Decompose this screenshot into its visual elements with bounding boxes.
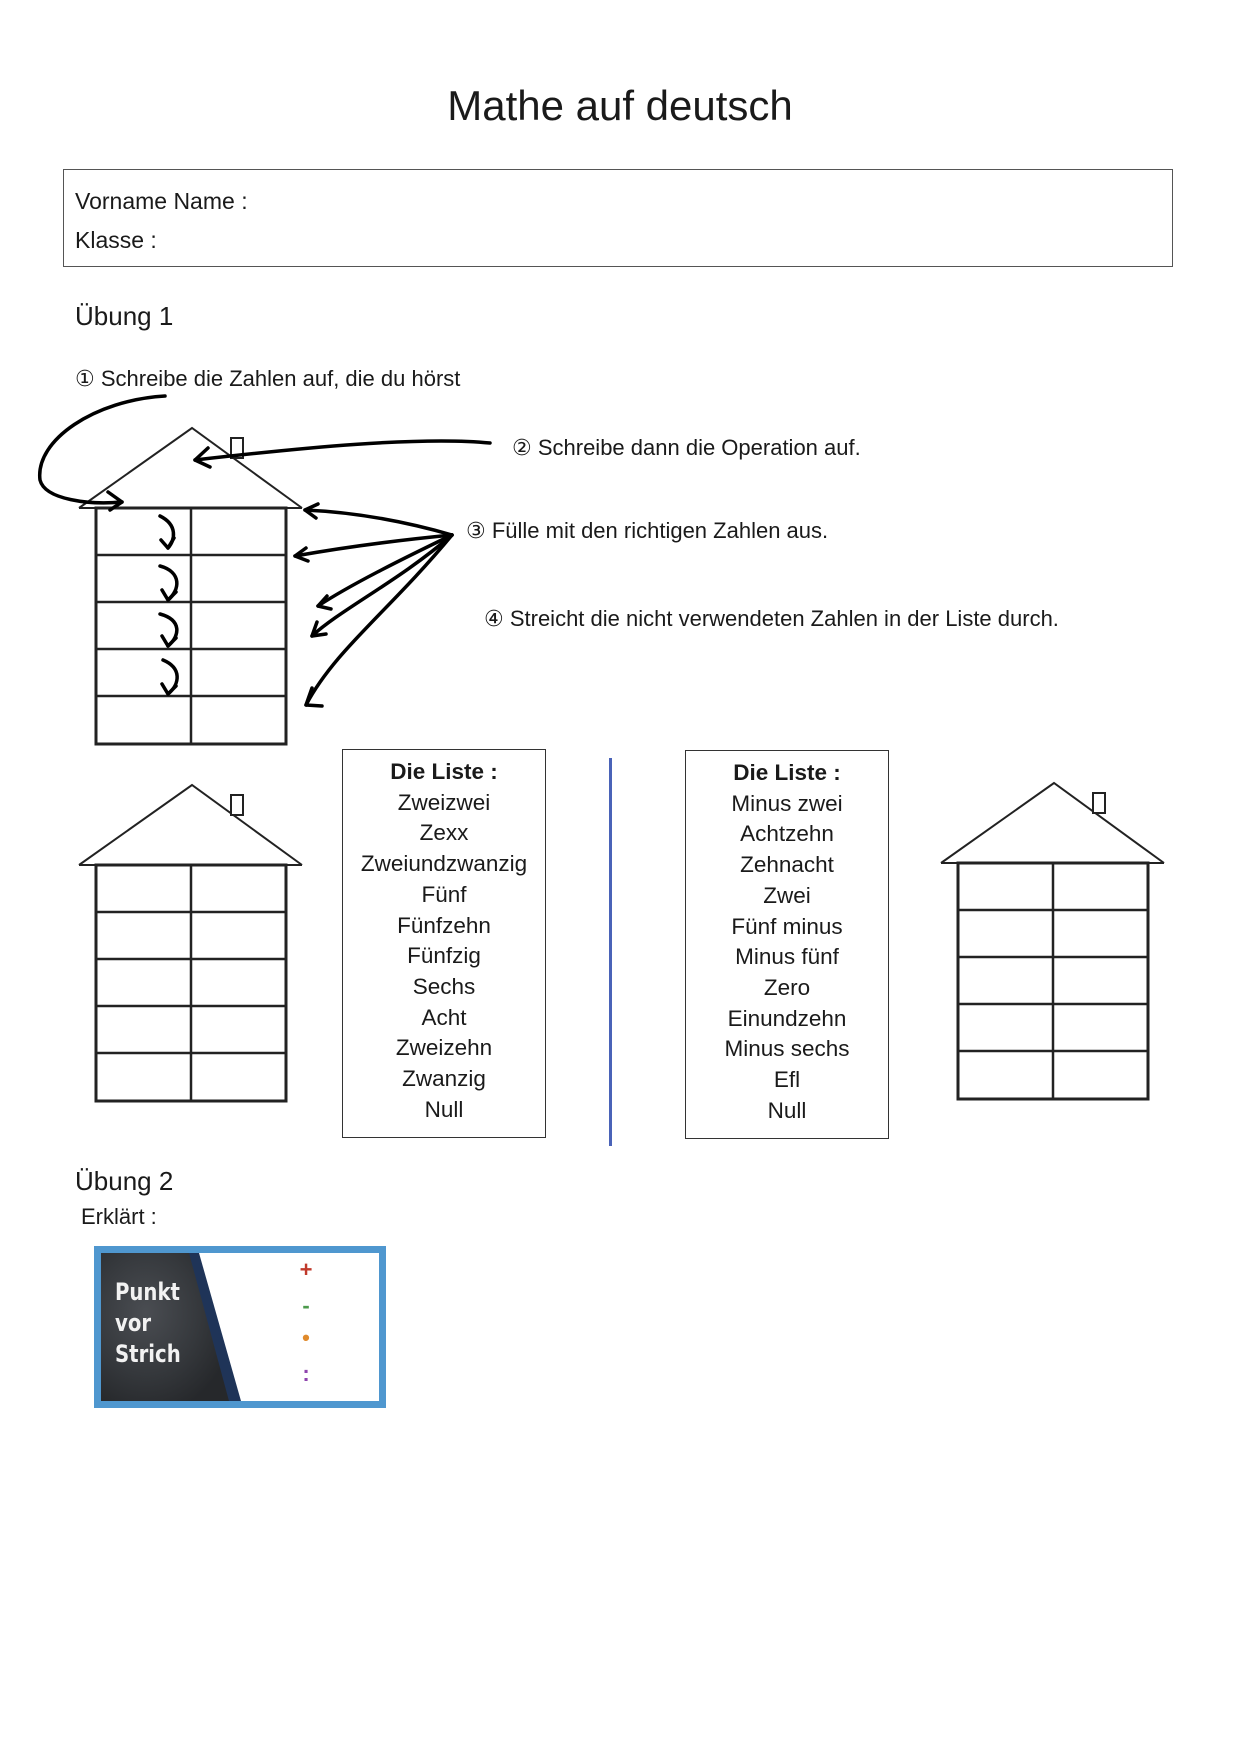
house-left (79, 785, 302, 1101)
plus-operator: + (299, 1257, 313, 1282)
page-title: Mathe auf deutsch (447, 82, 793, 129)
step-4-text: ④ Streicht die nicht verwendeten Zahlen in der Liste durch. (484, 606, 1059, 631)
list-item: Fünf minus (731, 913, 843, 939)
list-item: Zweizehn (395, 1035, 493, 1061)
step-2-text: ② Schreibe dann die Operation auf. (512, 435, 861, 460)
list-item: Zero (763, 974, 811, 1000)
list-item: Efl (773, 1067, 801, 1093)
list-item: Einundzehn (727, 1005, 847, 1031)
list-item: Fünf (421, 881, 467, 907)
name-label: Vorname Name : (75, 188, 248, 214)
list-title: Die Liste : (390, 759, 498, 784)
list-item: Minus zwei (731, 790, 843, 816)
list-item: Zwei (763, 882, 811, 908)
list-item: Sechs (412, 973, 476, 999)
list-item: Minus sechs (724, 1036, 850, 1062)
exercise-1-heading: Übung 1 (75, 301, 174, 331)
example-house (79, 428, 302, 744)
exercise-2-heading: Übung 2 (75, 1166, 174, 1196)
list-title: Die Liste : (733, 760, 841, 785)
list-item: Zehnacht (740, 852, 834, 878)
column-divider (609, 758, 612, 1146)
list-item: Fünfzehn (397, 912, 491, 938)
image-text-line: Punkt (115, 1278, 180, 1306)
minus-operator: - (302, 1293, 310, 1318)
step-1-text: ① Schreibe die Zahlen auf, die du hörst (75, 366, 461, 391)
word-list-right (685, 750, 889, 1139)
divide-operator: : (302, 1361, 310, 1386)
list-item: Zweiundzwanzig (360, 851, 528, 877)
list-item: Zweizwei (397, 789, 491, 815)
punkt-vor-strich-text (115, 1277, 181, 1370)
punkt-vor-strich-image (94, 1246, 386, 1408)
list-item: Zwanzig (402, 1066, 486, 1092)
instruction-arrows (40, 396, 490, 706)
word-list-left (342, 749, 546, 1138)
multiply-operator: • (302, 1325, 310, 1350)
image-text-line: Strich (115, 1340, 181, 1368)
image-text-line: vor (115, 1309, 152, 1337)
student-info-box (63, 169, 1173, 267)
list-item: Fünfzig (407, 943, 481, 969)
list-item: Null (424, 1096, 464, 1122)
list-item: Achtzehn (740, 821, 834, 847)
house-right (941, 783, 1164, 1099)
list-item: Zexx (419, 820, 469, 846)
class-label: Klasse : (75, 227, 157, 253)
list-item: Minus fünf (735, 944, 839, 970)
explained-label: Erklärt : (81, 1204, 157, 1229)
step-3-text: ③ Fülle mit den richtigen Zahlen aus. (466, 518, 829, 543)
list-item: Null (767, 1097, 807, 1123)
list-item: Acht (421, 1004, 467, 1030)
